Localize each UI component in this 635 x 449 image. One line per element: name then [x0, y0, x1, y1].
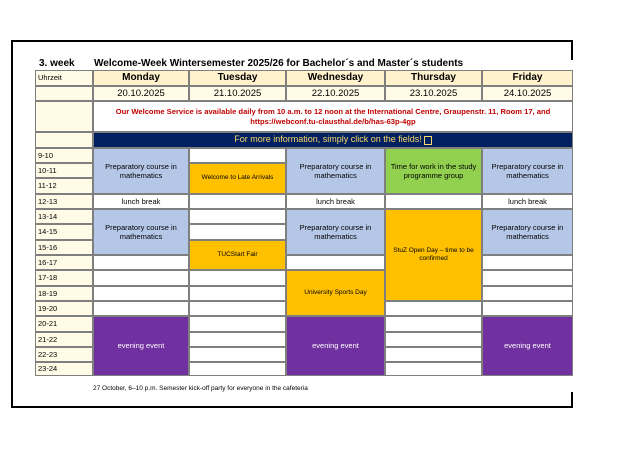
stuz-open-day-thursday[interactable]: StuZ Open Day – time to be confirmed [385, 209, 482, 301]
empty-slot [189, 301, 286, 316]
empty-slot [93, 270, 189, 286]
frame-left-border [11, 40, 13, 408]
notice-time-blank [35, 101, 93, 132]
empty-slot [189, 194, 286, 209]
empty-slot [93, 301, 189, 316]
evening-event-wednesday[interactable]: evening event [286, 316, 385, 376]
frame-bottom-border [11, 406, 573, 408]
sports-day-wednesday[interactable]: University Sports Day [286, 270, 385, 316]
lunch-break-friday[interactable]: lunch break [482, 194, 573, 209]
time-slot: 10-11 [35, 163, 93, 178]
tucstart-fair-tuesday[interactable]: TUCStart Fair [189, 240, 286, 270]
evening-event-monday[interactable]: evening event [93, 316, 189, 376]
prep-course-monday-morning[interactable]: Preparatory course in mathematics [93, 148, 189, 194]
prep-course-friday-morning[interactable]: Preparatory course in mathematics [482, 148, 573, 194]
time-slot: 16-17 [35, 255, 93, 270]
day-name-monday: Monday [93, 70, 189, 86]
info-banner[interactable] [93, 132, 573, 148]
kickoff-party-note: 27 October, 6–10 p.m. Semester kick-off party for everyone in the cafeteria [93, 385, 308, 392]
time-header: Uhrzeit [35, 70, 93, 86]
empty-slot [482, 270, 573, 286]
empty-slot [189, 224, 286, 240]
info-box-icon [424, 136, 432, 145]
date-tuesday: 21.10.2025 [189, 86, 286, 101]
date-friday: 24.10.2025 [482, 86, 573, 101]
date-monday: 20.10.2025 [93, 86, 189, 101]
time-slot: 15-16 [35, 240, 93, 255]
late-arrivals-tuesday[interactable]: Welcome to Late Arrivals [189, 163, 286, 194]
prep-course-friday-afternoon[interactable]: Preparatory course in mathematics [482, 209, 573, 255]
empty-slot [189, 209, 286, 224]
day-name-thursday: Thursday [385, 70, 482, 86]
empty-slot [93, 255, 189, 270]
empty-slot [189, 316, 286, 332]
banner-time-blank [35, 132, 93, 148]
schedule-table [35, 70, 573, 376]
empty-slot [189, 332, 286, 347]
empty-slot [385, 362, 482, 376]
empty-slot [385, 316, 482, 332]
empty-slot [385, 194, 482, 209]
time-slot: 20-21 [35, 316, 93, 332]
day-name-tuesday: Tuesday [189, 70, 286, 86]
info-banner-text: For more information, simply click on the fields! [234, 134, 422, 145]
prep-course-wednesday-afternoon[interactable]: Preparatory course in mathematics [286, 209, 385, 255]
empty-slot [189, 270, 286, 286]
time-slot: 14-15 [35, 224, 93, 240]
lunch-break-wednesday[interactable]: lunch break [286, 194, 385, 209]
empty-slot [189, 286, 286, 301]
frame-top-border [11, 40, 573, 42]
empty-slot [385, 301, 482, 316]
time-slot: 23-24 [35, 362, 93, 376]
evening-event-friday[interactable]: evening event [482, 316, 573, 376]
day-name-wednesday: Wednesday [286, 70, 385, 86]
empty-slot [189, 347, 286, 362]
empty-slot [189, 148, 286, 163]
empty-slot [189, 362, 286, 376]
empty-slot [482, 286, 573, 301]
time-slot: 11-12 [35, 178, 93, 194]
lunch-break-monday[interactable]: lunch break [93, 194, 189, 209]
date-wednesday: 22.10.2025 [286, 86, 385, 101]
frame-right-border-top [571, 40, 573, 60]
week-label: 3. week [39, 58, 75, 69]
welcome-service-notice[interactable]: Our Welcome Service is available daily from 10 a.m. to 12 noon at the International Centre, Graupenstr. 11, Room 17, and https://webconf.tu-clausthal.de/b/has-63p-4gp [93, 101, 573, 132]
date-thursday: 23.10.2025 [385, 86, 482, 101]
empty-slot [385, 332, 482, 347]
time-slot: 17-18 [35, 270, 93, 286]
prep-course-wednesday-morning[interactable]: Preparatory course in mathematics [286, 148, 385, 194]
day-name-friday: Friday [482, 70, 573, 86]
study-group-thursday[interactable]: Time for work in the study programme group [385, 148, 482, 194]
time-slot: 9-10 [35, 148, 93, 163]
time-slot: 13-14 [35, 209, 93, 224]
frame-right-border-bottom [571, 392, 573, 408]
empty-slot [385, 347, 482, 362]
empty-slot [482, 255, 573, 270]
empty-slot [482, 301, 573, 316]
page-title: Welcome-Week Wintersemester 2025/26 for Bachelor´s and Master´s students [94, 58, 464, 69]
empty-slot [93, 286, 189, 301]
time-slot: 21-22 [35, 332, 93, 347]
time-header-blank [35, 86, 93, 101]
time-slot: 19-20 [35, 301, 93, 316]
time-slot: 12-13 [35, 194, 93, 209]
prep-course-monday-afternoon[interactable]: Preparatory course in mathematics [93, 209, 189, 255]
empty-slot [286, 255, 385, 270]
time-slot: 18-19 [35, 286, 93, 301]
time-slot: 22-23 [35, 347, 93, 362]
